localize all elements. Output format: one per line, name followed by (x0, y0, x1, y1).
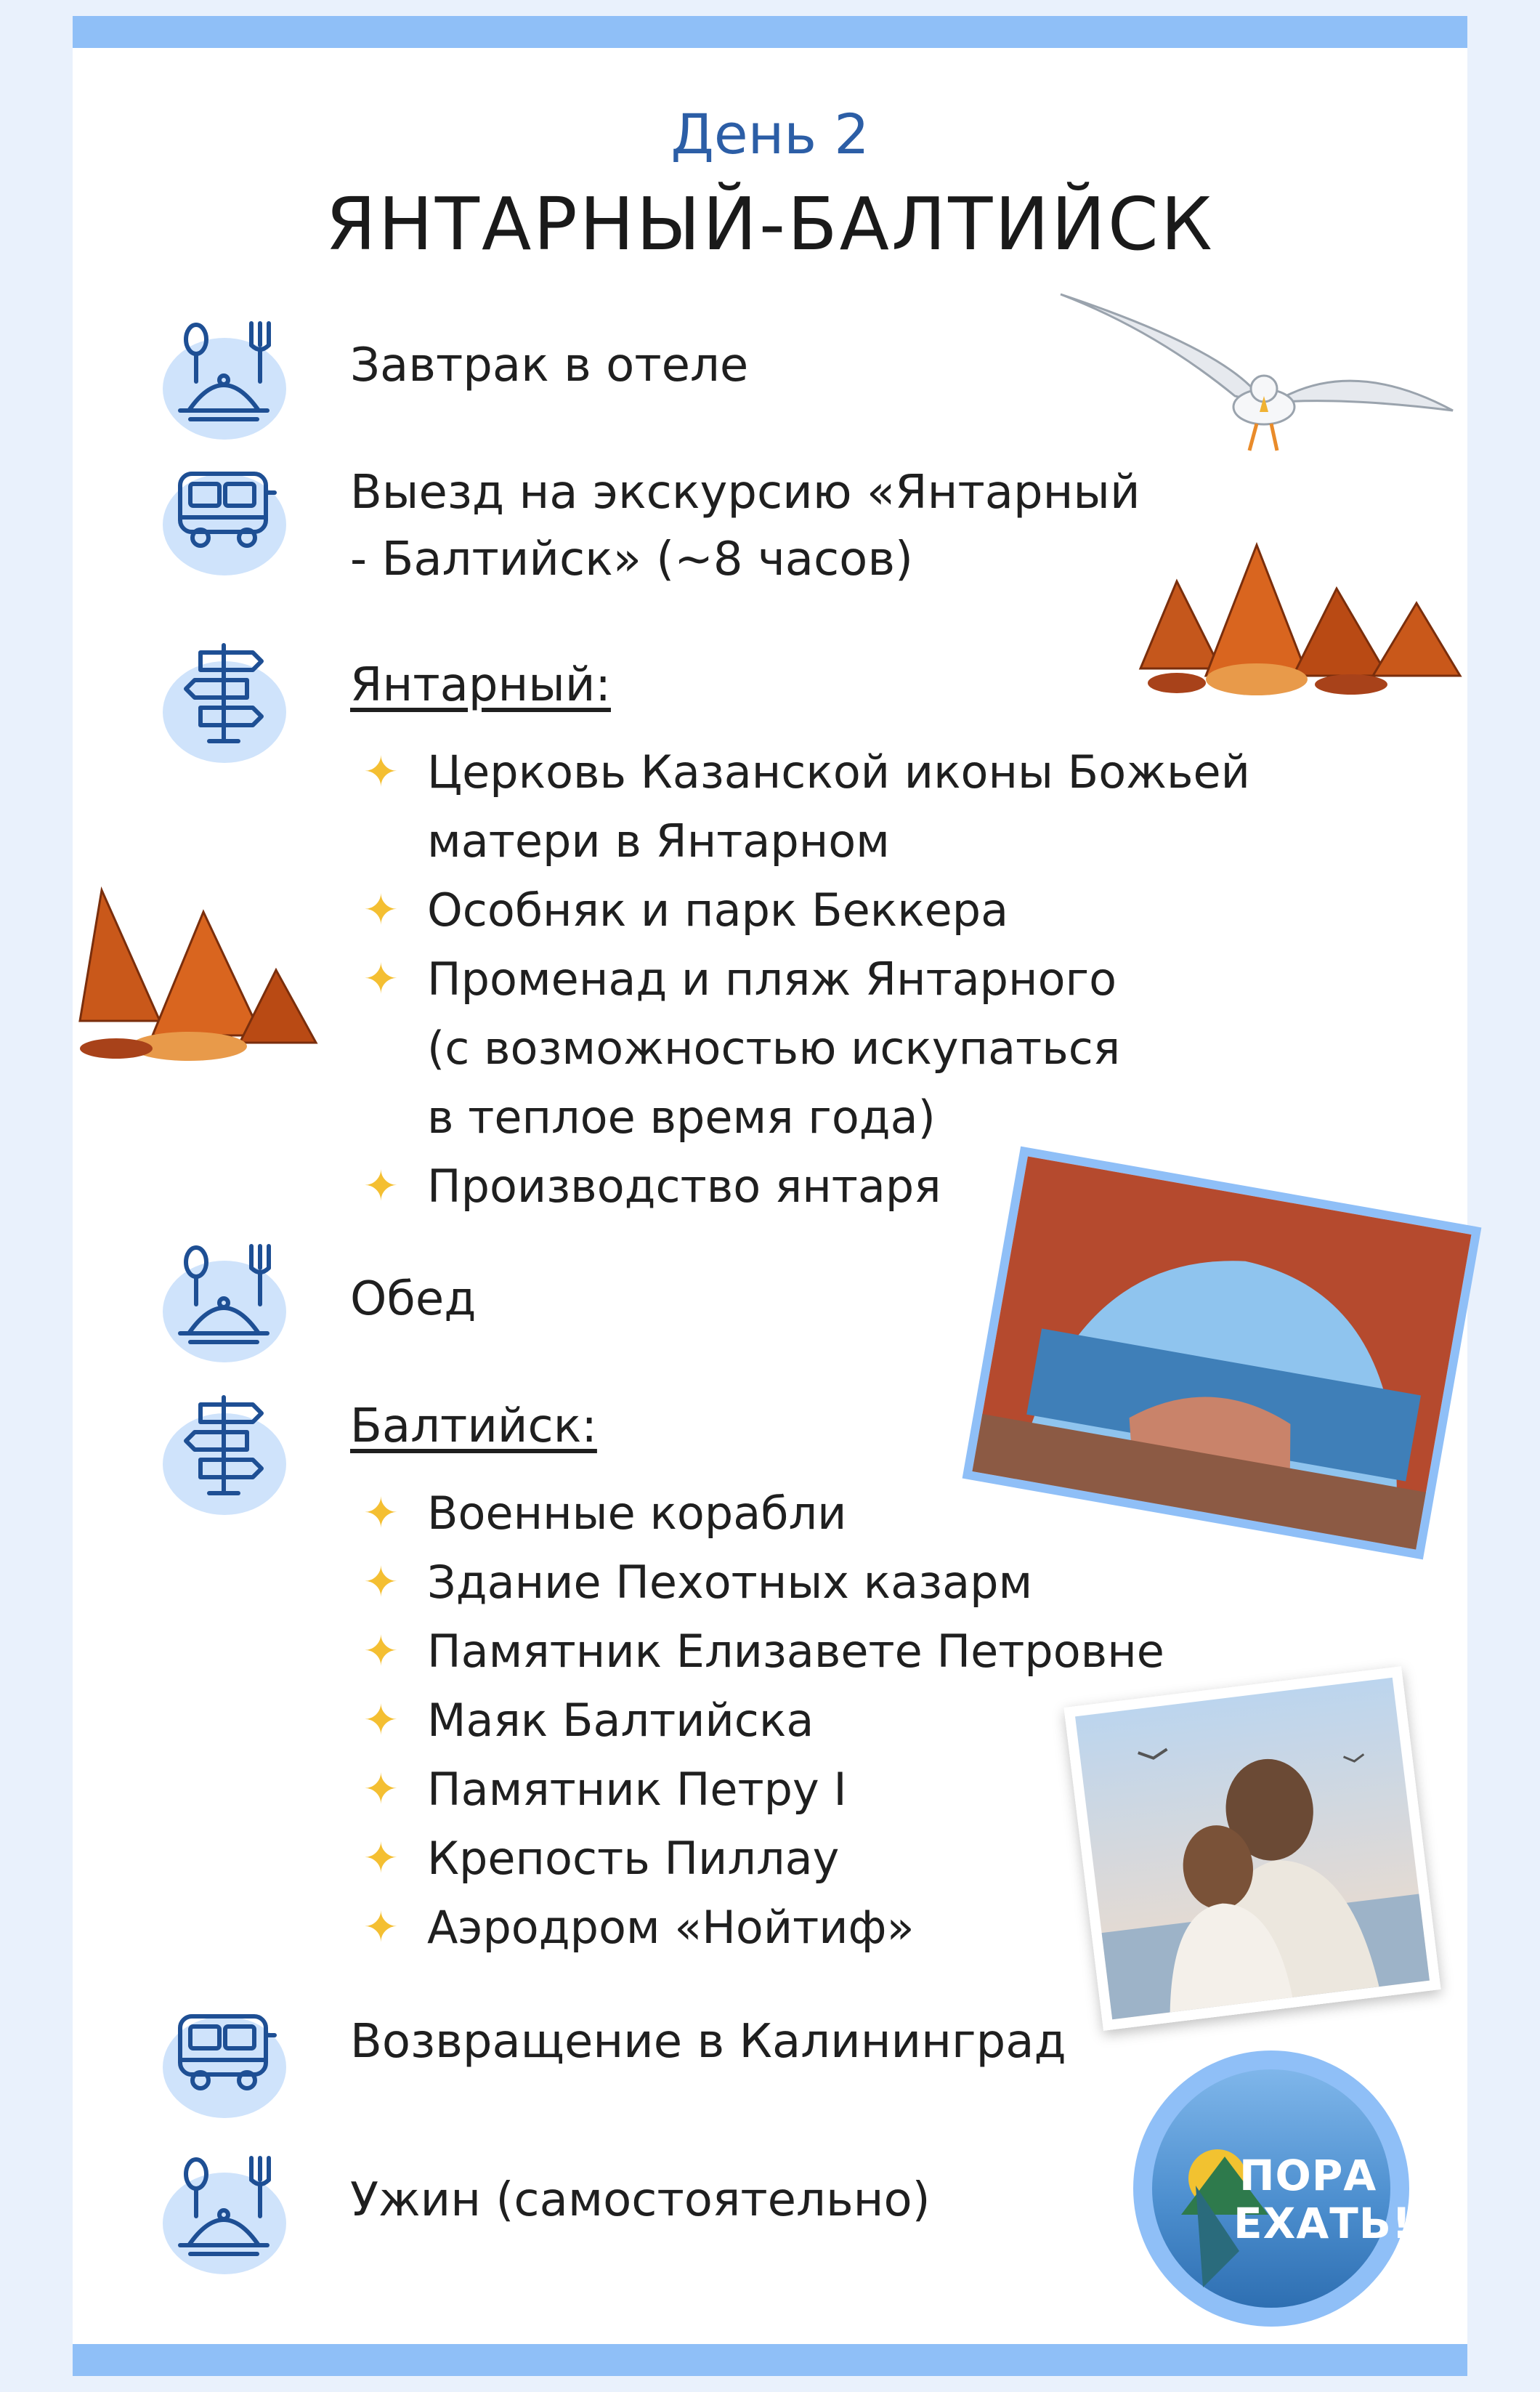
star-icon: ✦ (363, 1161, 399, 1211)
star-icon: ✦ (363, 1902, 399, 1952)
dinner-item: Ужин (самостоятельно) (350, 2173, 931, 2227)
meal-icon (158, 2143, 289, 2274)
departure-line-2: - Балтийск» (~8 часов) (350, 533, 913, 586)
breakfast-item: Завтрак в отеле (350, 339, 749, 392)
star-icon: ✦ (363, 1695, 399, 1745)
star-icon: ✦ (363, 1488, 399, 1538)
day-label: День 2 (670, 102, 870, 166)
page-title: ЯНТАРНЫЙ-БАЛТИЙСК (325, 182, 1215, 267)
logo-text-line2: ЕХАТЬ! (1233, 2199, 1412, 2248)
baltiysk-heading: Балтийск: (350, 1399, 597, 1453)
couple-photo (1063, 1666, 1440, 2031)
top-stripe (73, 16, 1467, 48)
star-icon: ✦ (363, 885, 399, 934)
pora-ehat-logo (1133, 2050, 1412, 2327)
meal-icon (158, 1232, 289, 1362)
star-icon: ✦ (363, 747, 399, 796)
bottom-stripe (73, 2344, 1467, 2376)
logo-text-line1: ПОРА (1239, 2151, 1377, 2200)
lunch-item: Обед (350, 1272, 477, 1326)
bus-icon (158, 445, 289, 575)
star-icon: ✦ (363, 1626, 399, 1676)
seagull-image (1046, 287, 1467, 469)
meal-icon (158, 309, 289, 440)
amber-image (1111, 523, 1467, 705)
star-icon: ✦ (363, 1833, 399, 1883)
star-icon: ✦ (363, 1764, 399, 1814)
star-icon: ✦ (363, 954, 399, 1003)
return-item: Возвращение в Калининград (350, 2015, 1066, 2069)
signpost-icon (158, 1384, 289, 1515)
yantarny-heading: Янтарный: (350, 658, 611, 712)
signpost-icon (158, 632, 289, 763)
star-icon: ✦ (363, 1557, 399, 1607)
bus-icon (158, 1987, 289, 2118)
amber-image (73, 876, 320, 1072)
departure-line-1: Выезд на экскурсию «Янтарный (350, 466, 1140, 520)
